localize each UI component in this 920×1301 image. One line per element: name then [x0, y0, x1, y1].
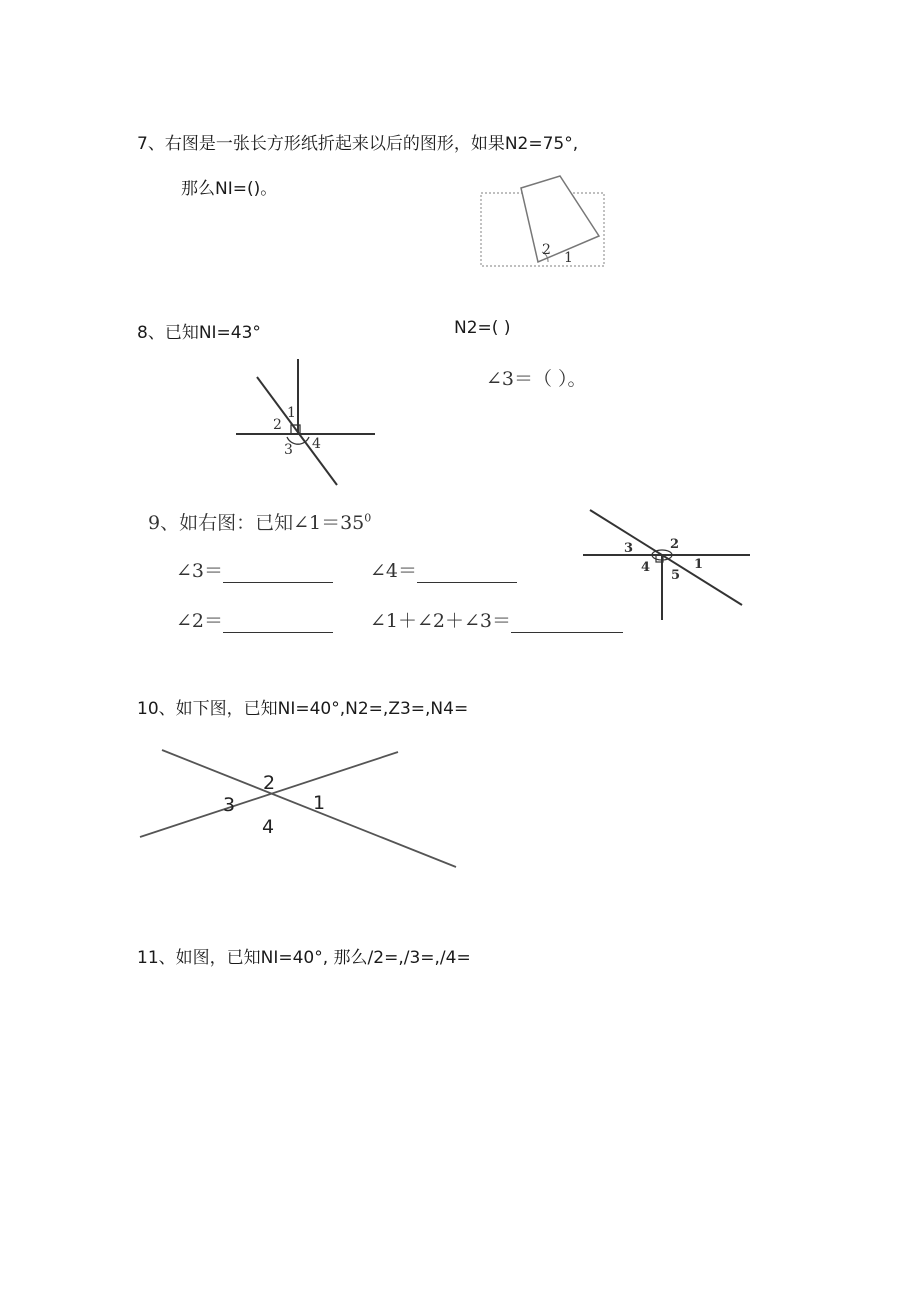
q8-angle-label-4: 4	[312, 436, 321, 452]
q9-answer-angle4	[370, 556, 517, 583]
q9-stem	[148, 508, 371, 535]
q9-answer-angle3	[176, 556, 333, 583]
q8-ask-angle3: ∠3＝（ ）。	[486, 368, 587, 390]
q10-intersecting-lines-figure	[138, 745, 463, 875]
q9-label-angle2: ∠2＝	[176, 610, 224, 632]
q10-angle-label-4: 4	[262, 816, 275, 838]
q8-intersecting-lines-figure	[230, 355, 380, 490]
q9-stem-text: 9、如右图：已知∠1＝35	[148, 512, 365, 534]
q9-blank-angle3[interactable]	[223, 562, 333, 583]
q9-angle-label-2: 2	[670, 537, 680, 552]
q9-blank-angle2[interactable]	[223, 612, 333, 633]
q9-intersecting-lines-figure	[580, 505, 755, 625]
q11-stem: 11、如图，已知NI=40°, 那么/2=,/3=,/4=	[137, 948, 471, 968]
q9-blank-angle4[interactable]	[417, 562, 517, 583]
q8-angle-label-1: 1	[287, 405, 296, 421]
q7-folded-flap	[521, 176, 599, 262]
q7-line1: 7、右图是一张长方形纸折起来以后的图形，如果N2=75°,	[137, 134, 579, 154]
q9-answer-angle2	[176, 606, 333, 633]
q9-angle-label-3: 3	[624, 541, 634, 556]
q10-angle-label-2: 2	[263, 772, 276, 794]
q7-angle-label-1: 1	[564, 250, 573, 266]
q8-known: 8、已知NI=43°	[137, 323, 261, 343]
q9-angle-label-4: 4	[641, 560, 651, 575]
q7-line2: 那么NI=()。	[181, 179, 278, 199]
q9-degree-mark: 0	[364, 511, 372, 525]
q8-angle-label-3: 3	[284, 442, 293, 458]
q10-angle-label-3: 3	[223, 794, 236, 816]
q9-slanted-line	[590, 510, 742, 605]
q10-line-down	[162, 750, 456, 867]
q7-folded-paper-figure	[478, 168, 608, 270]
q10-angle-label-1: 1	[313, 792, 326, 814]
q8-ask-angle2: N2=( )	[454, 318, 511, 338]
q9-label-angle4: ∠4＝	[370, 560, 418, 582]
q9-angle-label-1: 1	[694, 557, 704, 572]
q10-stem: 10、如下图，已知NI=40°,N2=,Z3=,N4=	[137, 699, 469, 719]
q7-angle-label-2: 2	[542, 242, 551, 258]
q9-label-angle3: ∠3＝	[176, 560, 224, 582]
q9-angle-label-5: 5	[671, 568, 681, 583]
q9-label-sum: ∠1＋∠2＋∠3＝	[370, 610, 512, 632]
q8-angle-label-2: 2	[273, 417, 282, 433]
